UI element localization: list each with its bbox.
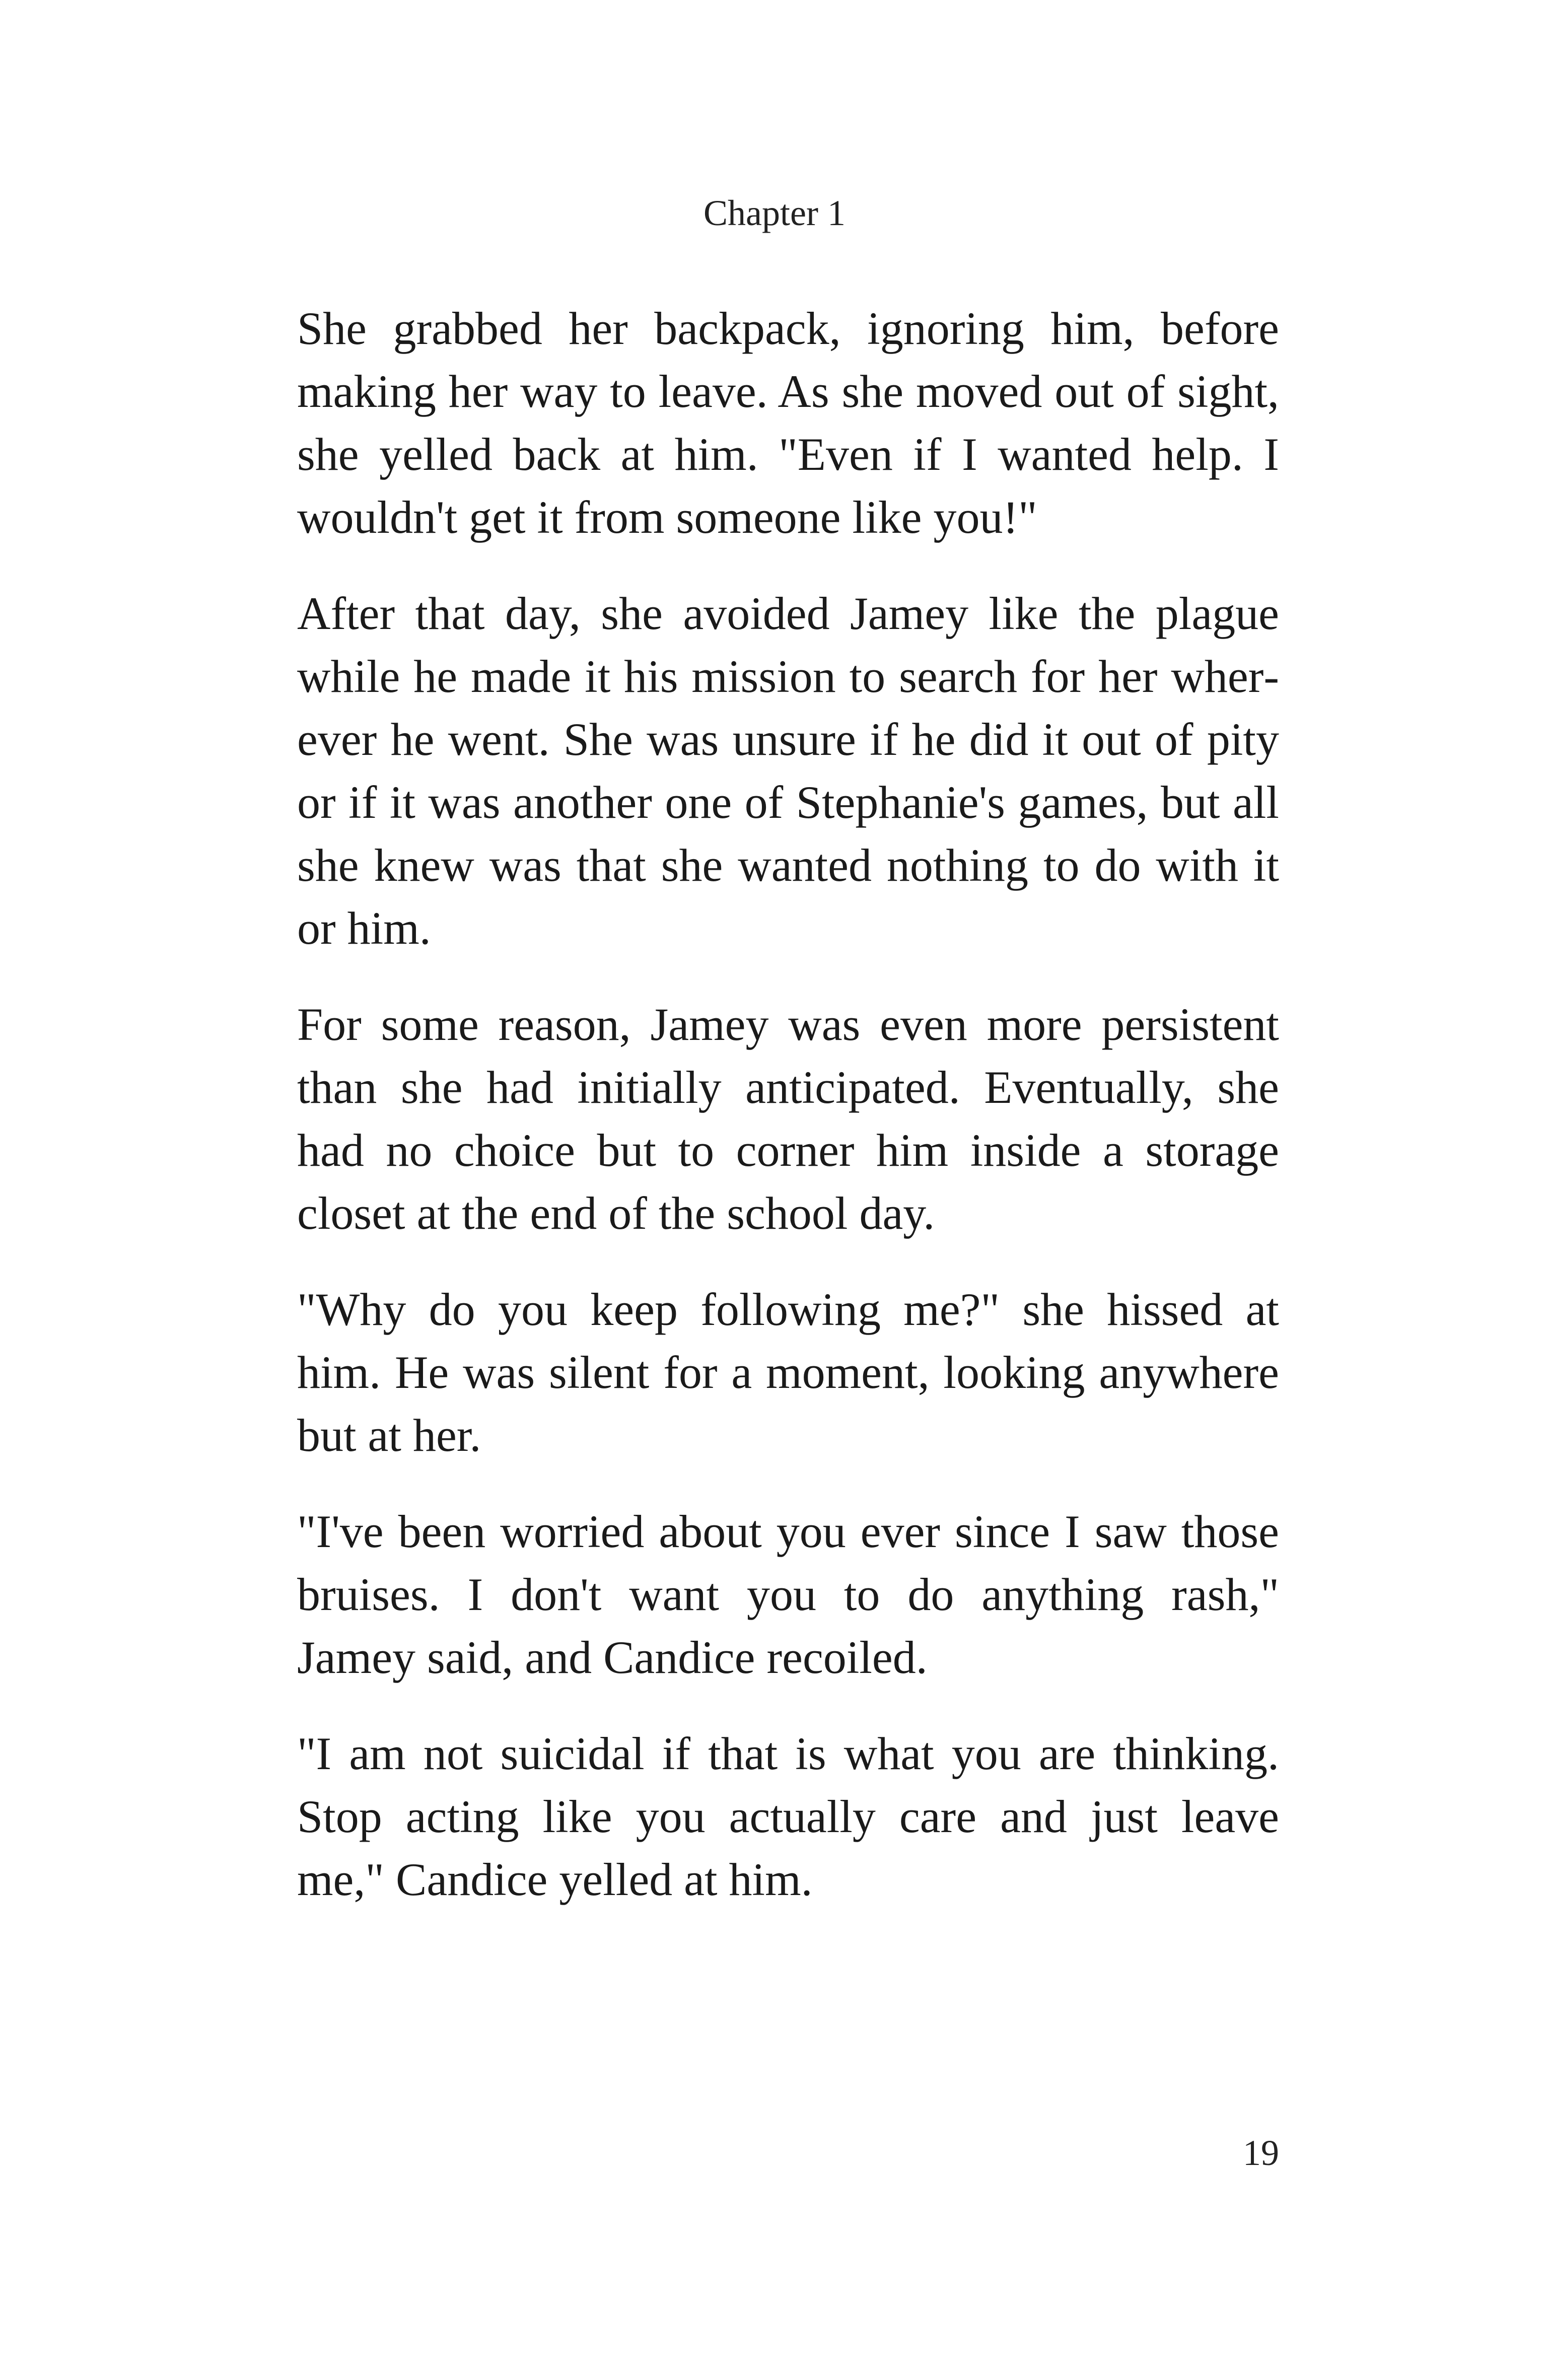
- paragraph-5: "I've been worried about you ever since I saw those bruises. I don't want you to do anything rash," Jamey said, and Candice recoiled.: [297, 1506, 1279, 1683]
- paragraph-1: She grabbed her backpack, ignoring him, before making her way to leave. As she moved out of sight, she yelled back at him. "Even if I wanted help. I wouldn't get it from someone like you!": [297, 303, 1279, 543]
- paragraph-4: "Why do you keep following me?" she hissed at him. He was silent for a moment, looking anywhere but at her.: [297, 1284, 1279, 1461]
- body-text: [297, 297, 1279, 1944]
- page-number: 19: [1243, 2133, 1279, 2173]
- paragraph-3: For some reason, Jamey was even more persistent than she had initially anticipated. Eventually, she had no choice but to corner him inside a storage closet at the end of the school day.: [297, 999, 1279, 1239]
- paragraph-6: "I am not suicidal if that is what you are thinking. Stop acting like you actually care and just leave me," Candice yelled at him.: [297, 1728, 1279, 1905]
- chapter-heading: Chapter 1: [703, 193, 846, 233]
- paragraph-2: After that day, she avoided Jamey like the plague while he made it his mission to search for her wherever he went. She was unsure if he did it out of pity or if it was another one of Stephanie's games, but all she knew was that she wanted nothing to do with it or him.: [297, 588, 1279, 954]
